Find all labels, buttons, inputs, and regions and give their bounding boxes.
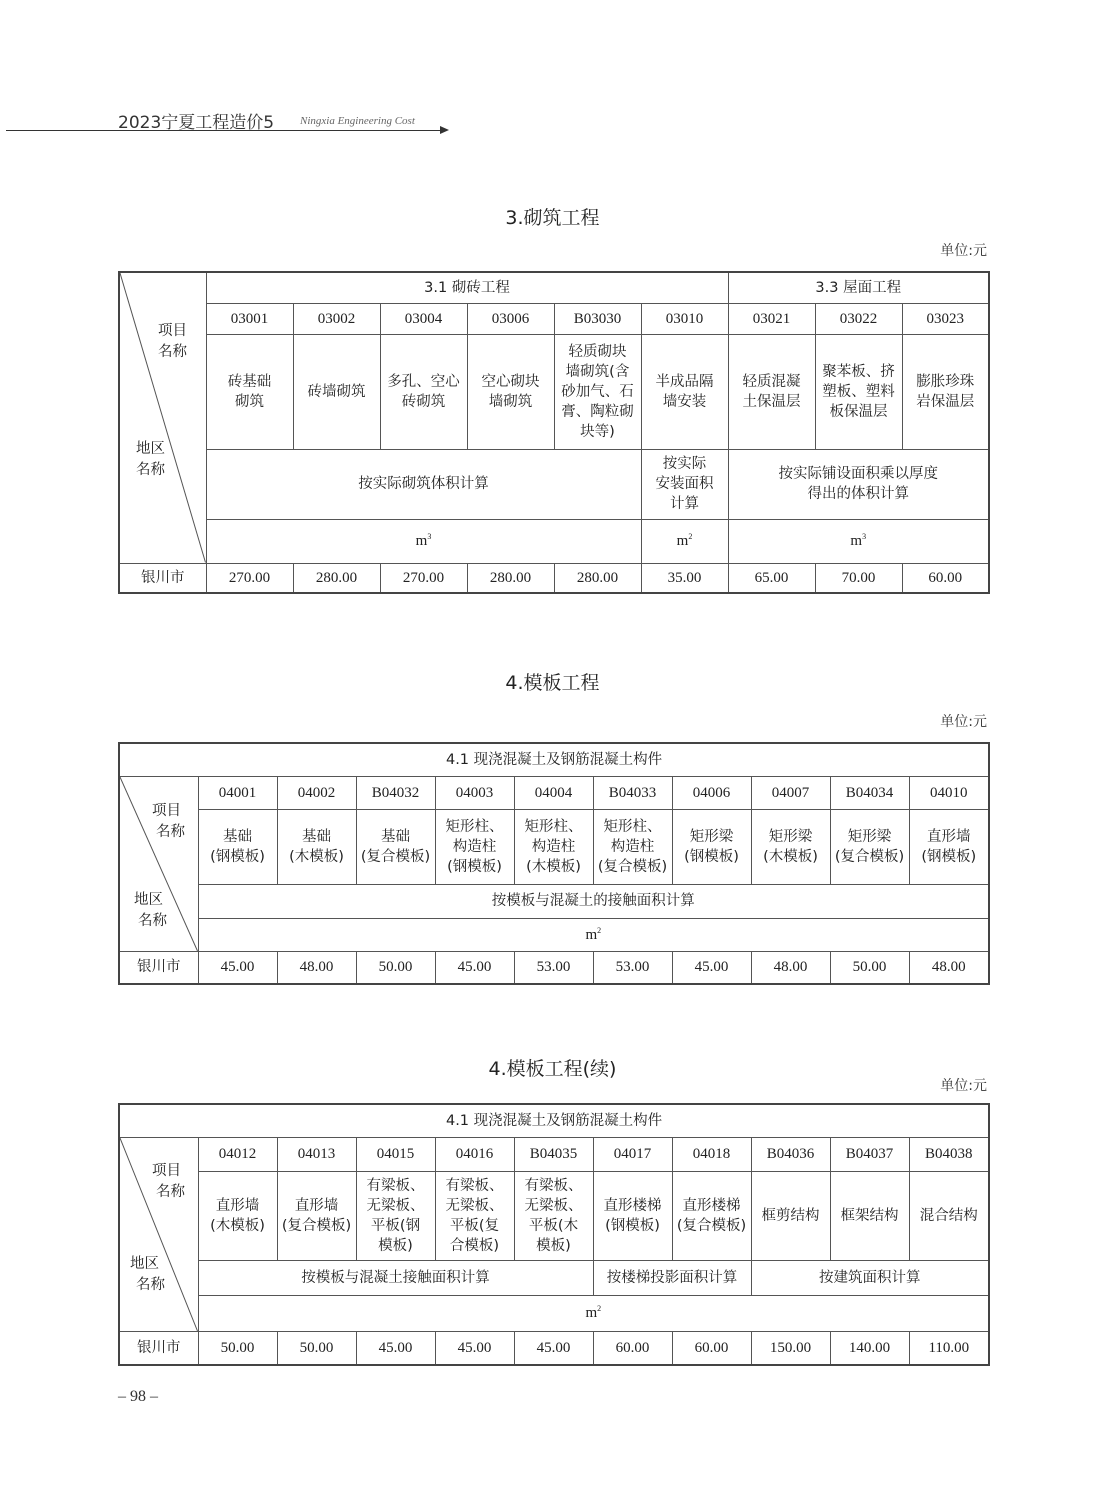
calc-rule: 按模板与混凝土的接触面积计算 (198, 884, 989, 918)
region-label-1: 地区 (136, 441, 165, 457)
price-value: 270.00 (206, 563, 293, 593)
item-name: 框剪结构 (751, 1171, 830, 1260)
price-value: 50.00 (356, 951, 435, 984)
item-code: 03006 (467, 303, 554, 334)
region-label-2: 名称 (136, 462, 165, 478)
item-name: 膨胀珍珠 岩保温层 (902, 334, 989, 449)
price-value: 45.00 (514, 1331, 593, 1365)
item-code: 03022 (815, 303, 902, 334)
item-name: 基础 (木模板) (277, 809, 356, 884)
section-4-title: 4.模板工程 (505, 672, 600, 694)
item-name: 直形楼梯 (复合模板) (672, 1171, 751, 1260)
region-name: 银川市 (119, 951, 198, 984)
item-code: 04004 (514, 776, 593, 809)
price-value: 45.00 (672, 951, 751, 984)
item-label-2: 名称 (156, 1183, 185, 1200)
section-4-unit: 单位:元 (940, 714, 987, 730)
item-name: 直形墙 (木模板) (198, 1171, 277, 1260)
unit-row (119, 918, 989, 951)
price-value: 270.00 (380, 563, 467, 593)
item-name: 框架结构 (830, 1171, 909, 1260)
item-code: 03004 (380, 303, 467, 334)
item-code: B03030 (554, 303, 641, 334)
item-label-1: 项目 (152, 802, 181, 819)
rule-row (119, 884, 989, 918)
group-roof: 3.3 屋面工程 (728, 272, 989, 303)
price-value: 280.00 (467, 563, 554, 593)
price-value: 50.00 (277, 1331, 356, 1365)
item-name: 混合结构 (909, 1171, 989, 1260)
item-name: 有梁板、 无梁板、 平板(复 合模板) (435, 1171, 514, 1260)
running-header-subtitle: Ningxia Engineering Cost (300, 115, 415, 127)
price-value: 280.00 (293, 563, 380, 593)
section-3-title: 3.砌筑工程 (505, 207, 600, 229)
price-value: 140.00 (830, 1331, 909, 1365)
price-value: 70.00 (815, 563, 902, 593)
item-label-1: 项目 (152, 1162, 181, 1179)
group-brick: 3.1 砌砖工程 (206, 272, 728, 303)
price-value: 35.00 (641, 563, 728, 593)
item-name: 基础 (钢模板) (198, 809, 277, 884)
price-value: 53.00 (514, 951, 593, 984)
item-name: 轻质混凝 土保温层 (728, 334, 815, 449)
price-row (119, 951, 989, 984)
item-code: 04012 (198, 1137, 277, 1171)
item-code: 04018 (672, 1137, 751, 1171)
item-label-2: 名称 (156, 823, 185, 840)
item-name: 直形墙 (复合模板) (277, 1171, 356, 1260)
code-row (119, 776, 989, 809)
formwork-price-table-continued (118, 1103, 990, 1366)
item-code: 03001 (206, 303, 293, 334)
item-code: B04036 (751, 1137, 830, 1171)
item-name: 直形楼梯 (钢模板) (593, 1171, 672, 1260)
name-row (119, 809, 989, 884)
header-arrow-icon (440, 126, 449, 134)
calc-rule: 按实际 安装面积 计算 (641, 449, 728, 519)
running-header-title: 2023宁夏工程造价5 (118, 113, 275, 133)
item-code: B04037 (830, 1137, 909, 1171)
masonry-price-table (118, 271, 990, 594)
price-value: 60.00 (902, 563, 989, 593)
item-code: B04034 (830, 776, 909, 809)
rule-row (119, 1260, 989, 1295)
measure-unit: $m^3$ (728, 519, 989, 563)
price-value: 53.00 (593, 951, 672, 984)
price-value: 60.00 (672, 1331, 751, 1365)
item-code: B04032 (356, 776, 435, 809)
item-name: 矩形梁 (钢模板) (672, 809, 751, 884)
price-value: 280.00 (554, 563, 641, 593)
item-name: 多孔、空心 砖砌筑 (380, 334, 467, 449)
section-3-unit: 单位:元 (940, 243, 987, 259)
item-name: 矩形梁 (复合模板) (830, 809, 909, 884)
section-4b-unit: 单位:元 (940, 1078, 987, 1094)
item-name: 矩形柱、 构造柱 (钢模板) (435, 809, 514, 884)
item-code: 03010 (641, 303, 728, 334)
item-code: B04038 (909, 1137, 989, 1171)
item-name: 砖墙砌筑 (293, 334, 380, 449)
item-code: 04010 (909, 776, 989, 809)
item-code: 04003 (435, 776, 514, 809)
item-code: 04002 (277, 776, 356, 809)
code-row (119, 303, 989, 334)
item-code: 03023 (902, 303, 989, 334)
item-code: 04001 (198, 776, 277, 809)
item-name: 半成品隔 墙安装 (641, 334, 728, 449)
diagonal-header-cell (119, 272, 206, 563)
price-row (119, 563, 989, 593)
item-name: 聚苯板、挤 塑板、塑料 板保温层 (815, 334, 902, 449)
region-label-1: 地区 (130, 1255, 159, 1272)
price-value: 48.00 (909, 951, 989, 984)
item-code: B04033 (593, 776, 672, 809)
diagonal-header-cell (119, 776, 198, 951)
item-code: B04035 (514, 1137, 593, 1171)
formwork-price-table (118, 742, 990, 985)
region-name: 银川市 (119, 563, 206, 593)
price-row (119, 1331, 989, 1365)
item-code: 04017 (593, 1137, 672, 1171)
region-label-2: 名称 (138, 912, 167, 929)
price-value: 45.00 (435, 951, 514, 984)
price-value: 48.00 (277, 951, 356, 984)
item-code: 04013 (277, 1137, 356, 1171)
measure-unit: $m^2$ (198, 1295, 989, 1331)
item-name: 基础 (复合模板) (356, 809, 435, 884)
calc-rule: 按楼梯投影面积计算 (593, 1260, 751, 1295)
calc-rule: 按模板与混凝土接触面积计算 (198, 1260, 593, 1295)
price-value: 45.00 (356, 1331, 435, 1365)
calc-rule: 按实际砌筑体积计算 (206, 449, 641, 519)
price-value: 45.00 (435, 1331, 514, 1365)
item-name: 矩形柱、 构造柱 (复合模板) (593, 809, 672, 884)
section-4b-title: 4.模板工程(续) (488, 1058, 617, 1080)
price-value: 45.00 (198, 951, 277, 984)
page-number: – 98 – (118, 1388, 158, 1405)
unit-row (119, 1295, 989, 1331)
unit-row (119, 519, 989, 563)
measure-unit: $m^2$ (641, 519, 728, 563)
price-value: 60.00 (593, 1331, 672, 1365)
region-name: 银川市 (119, 1331, 198, 1365)
region-label-1: 地区 (134, 891, 163, 908)
item-code: 04015 (356, 1137, 435, 1171)
group-cast-concrete: 4.1 现浇混凝土及钢筋混凝土构件 (119, 1104, 989, 1137)
calc-rule: 按建筑面积计算 (751, 1260, 989, 1295)
item-name: 矩形梁 (木模板) (751, 809, 830, 884)
group-cast-concrete: 4.1 现浇混凝土及钢筋混凝土构件 (119, 743, 989, 776)
rule-row (119, 449, 989, 519)
measure-unit: $m^3$ (206, 519, 641, 563)
header-rule (6, 130, 446, 131)
item-code: 03002 (293, 303, 380, 334)
price-value: 50.00 (830, 951, 909, 984)
item-name: 空心砌块 墙砌筑 (467, 334, 554, 449)
item-label-2: 名称 (158, 344, 187, 360)
item-name: 矩形柱、 构造柱 (木模板) (514, 809, 593, 884)
price-value: 50.00 (198, 1331, 277, 1365)
item-code: 04006 (672, 776, 751, 809)
name-row (119, 1171, 989, 1260)
calc-rule: 按实际铺设面积乘以厚度 得出的体积计算 (728, 449, 989, 519)
item-code: 03021 (728, 303, 815, 334)
code-row (119, 1137, 989, 1171)
measure-unit: $m^2$ (198, 918, 989, 951)
item-name: 有梁板、 无梁板、 平板(木 模板) (514, 1171, 593, 1260)
price-value: 150.00 (751, 1331, 830, 1365)
price-value: 110.00 (909, 1331, 989, 1365)
item-label-1: 项目 (158, 323, 187, 339)
region-label-2: 名称 (136, 1276, 165, 1293)
name-row (119, 334, 989, 449)
item-name: 轻质砌块 墙砌筑(含 砂加气、石 膏、陶粒砌 块等) (554, 334, 641, 449)
item-code: 04007 (751, 776, 830, 809)
price-value: 48.00 (751, 951, 830, 984)
item-name: 直形墙 (钢模板) (909, 809, 989, 884)
item-code: 04016 (435, 1137, 514, 1171)
item-name: 有梁板、 无梁板、 平板(钢 模板) (356, 1171, 435, 1260)
item-name: 砖基础 砌筑 (206, 334, 293, 449)
price-value: 65.00 (728, 563, 815, 593)
diagonal-header-cell (119, 1137, 198, 1331)
